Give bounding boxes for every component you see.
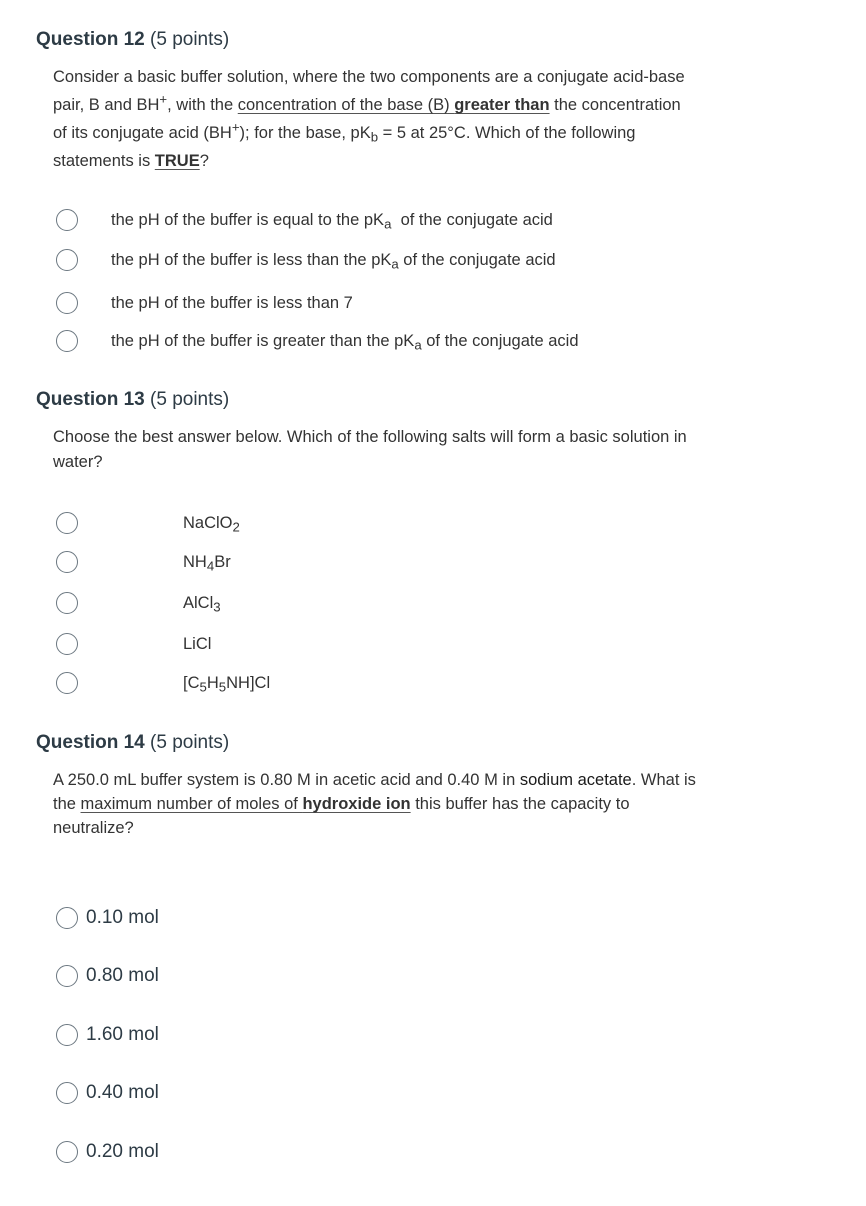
q12-stem-line-2: pair, B and BH+, with the concentration of the base (B) greater than the concentration: [53, 91, 681, 114]
emphasis-greater-than: greater than: [454, 96, 550, 114]
q14-option-5[interactable]: [56, 1139, 159, 1165]
radio-button[interactable]: [56, 907, 78, 929]
q14-option-5-label: 0.20 mol: [86, 1141, 159, 1162]
radio-button[interactable]: [56, 330, 78, 352]
q13-option-5[interactable]: [56, 670, 271, 696]
radio-button[interactable]: [56, 512, 78, 534]
q12-stem-line-1: Consider a basic buffer solution, where the two components are a conjugate acid-base: [53, 68, 685, 86]
question-12-stem: [53, 63, 793, 175]
q13-option-2-label: $NH_4Br$: [183, 552, 231, 573]
q13-stem-line-2: water?: [53, 453, 103, 471]
q12-stem-line-4: statements is TRUE?: [53, 152, 209, 170]
q14-option-4-label: 0.40 mol: [86, 1082, 159, 1103]
q14-option-4[interactable]: [56, 1080, 159, 1106]
q14-option-3-label: 1.60 mol: [86, 1024, 159, 1045]
q13-option-5-label: $[C_5H_5NH]Cl$: [183, 673, 271, 694]
emphasis-true: TRUE: [154, 152, 200, 170]
q14-option-1[interactable]: [56, 905, 159, 931]
radio-button[interactable]: [56, 292, 78, 314]
emphasis-sodium-acetate: sodium acetate: [519, 771, 632, 789]
q12-option-1[interactable]: [56, 207, 553, 233]
q12-option-4-label: the pH of the buffer is greater than the $pK_a$ of the conjugate acid: [111, 331, 579, 352]
q12-option-1-label: the pH of the buffer is equal to the $pK_a$ of the conjugate acid: [111, 210, 553, 231]
q13-stem-line-1: Choose the best answer below. Which of the following salts will form a basic solution in: [53, 428, 687, 446]
radio-button[interactable]: [56, 551, 78, 573]
question-14-number: Question 14: [36, 732, 145, 753]
question-12-title: [36, 29, 229, 51]
q14-option-1-label: 0.10 mol: [86, 907, 159, 928]
radio-button[interactable]: [56, 633, 78, 655]
radio-button[interactable]: [56, 965, 78, 987]
radio-button[interactable]: [56, 1082, 78, 1104]
radio-button[interactable]: [56, 1024, 78, 1046]
question-12-points: (5 points): [150, 29, 230, 50]
question-14-title: [36, 732, 229, 754]
q14-stem-line-3: neutralize?: [53, 819, 134, 837]
q13-option-1[interactable]: [56, 510, 240, 536]
q14-option-2[interactable]: [56, 963, 159, 989]
q14-stem-line-1: A 250.0 mL buffer system is 0.80 M in acetic acid and 0.40 M in sodium acetate. What is: [53, 771, 696, 789]
q13-option-2[interactable]: [56, 549, 231, 575]
radio-button[interactable]: [56, 592, 78, 614]
q13-option-4[interactable]: [56, 631, 212, 657]
q12-option-4[interactable]: [56, 328, 579, 354]
q14-option-3[interactable]: [56, 1022, 159, 1048]
question-13-points: (5 points): [150, 389, 230, 410]
question-12-number: Question 12: [36, 29, 145, 50]
question-14-points: (5 points): [150, 732, 230, 753]
q13-option-4-label: LiCl: [183, 634, 212, 653]
q12-option-3-label: the pH of the buffer is less than 7: [111, 293, 353, 312]
radio-button[interactable]: [56, 249, 78, 271]
q12-option-3[interactable]: [56, 290, 353, 316]
q12-option-2-label: the pH of the buffer is less than the $pK_a$ of the conjugate acid: [111, 250, 556, 271]
radio-button[interactable]: [56, 209, 78, 231]
emphasis-hydroxide-ion: hydroxide ion: [302, 795, 411, 813]
q13-option-3[interactable]: [56, 590, 221, 616]
emphasis-maximum-moles: maximum number of moles of: [80, 795, 303, 813]
q14-stem-line-2: the maximum number of moles of hydroxide ion this buffer has the capacity to: [53, 795, 630, 813]
emphasis-concentration-base: concentration of the base (B): [237, 96, 455, 114]
question-13-title: [36, 389, 229, 411]
q12-stem-line-3: of its conjugate acid (BH+); for the base, $pK_b = 5$ at 25°C. Which of the following: [53, 119, 636, 145]
q12-option-2[interactable]: [56, 247, 556, 273]
q14-option-2-label: 0.80 mol: [86, 965, 159, 986]
q13-option-1-label: NaClO$_2$: [183, 513, 240, 534]
question-13-stem: [53, 425, 793, 475]
q13-option-3-label: AlCl$_3$: [183, 593, 221, 614]
question-13-number: Question 13: [36, 389, 145, 410]
radio-button[interactable]: [56, 1141, 78, 1163]
question-14-stem: [53, 768, 793, 840]
radio-button[interactable]: [56, 672, 78, 694]
